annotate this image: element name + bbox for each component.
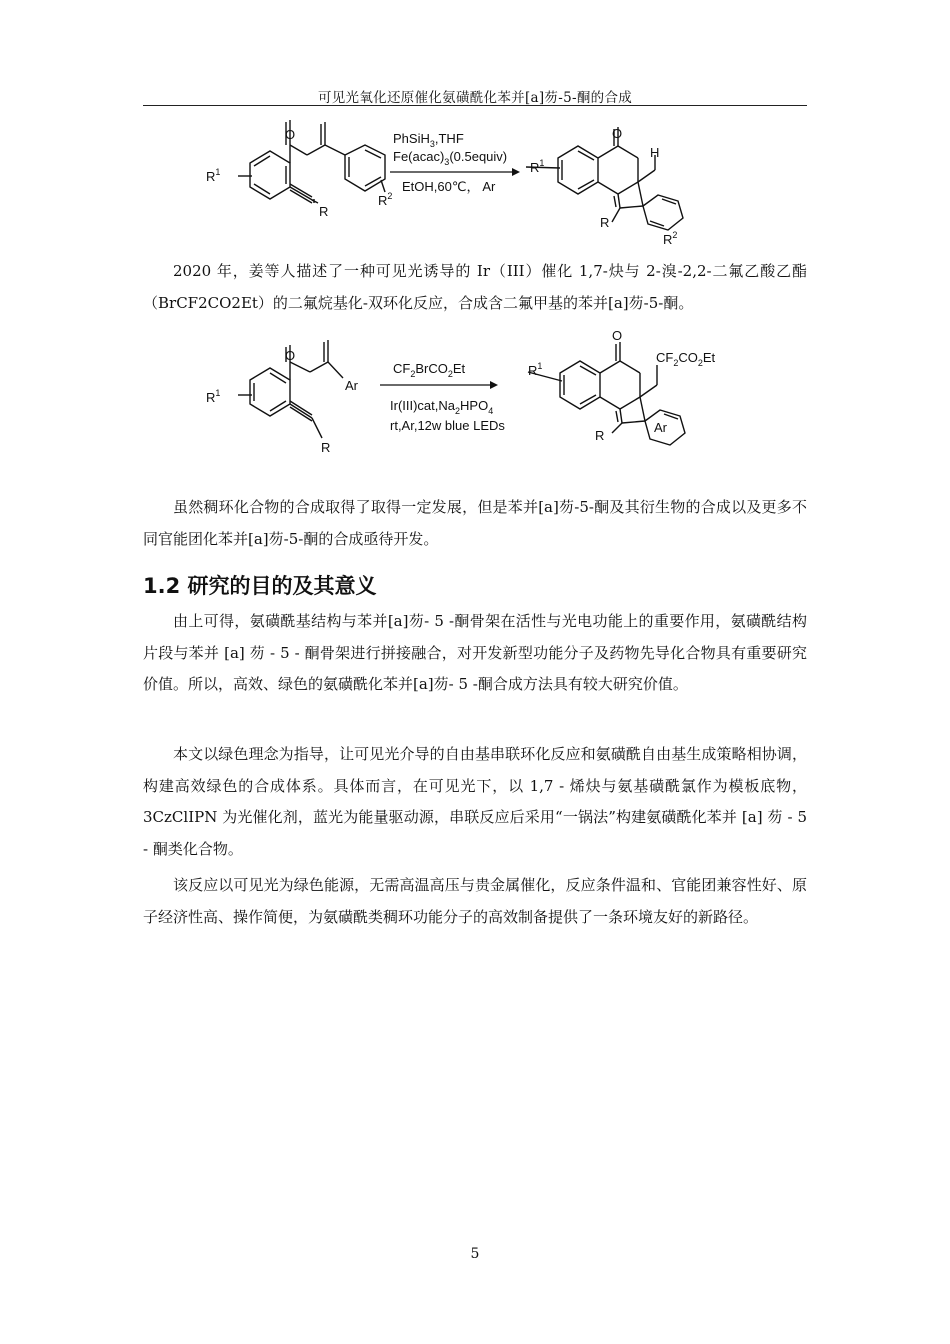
sm-carbonyl-o: O — [285, 127, 296, 142]
cond1-line3: EtOH,60℃， Ar — [402, 179, 496, 194]
sm-r-label: R — [319, 204, 329, 219]
header-rule — [143, 105, 807, 106]
reaction-scheme-1 — [0, 120, 950, 260]
cond2-catalyst: $Ir(III)cat,Na_2HPO_4$ — [390, 398, 494, 416]
sm-r1-label: $R^1$ — [206, 167, 221, 184]
paragraph-2: 虽然稠环化合物的合成取得了取得一定发展，但是苯并[a]芴-5-酮及其衍生物的合成以及更多不同官能团化苯并[a]芴-5-酮的合成亟待开发。 — [143, 498, 807, 548]
sm2-r1-label: $R^1$ — [206, 388, 221, 405]
section-heading: 1.2 研究的目的及其意义 — [143, 574, 377, 598]
prod2-substituent: $CF_2CO_2Et$ — [656, 350, 716, 368]
page-number: 5 — [470, 1246, 480, 1262]
prod1-r-label: R — [600, 215, 610, 230]
cond2-light: rt,Ar,12w blue LEDs — [390, 418, 505, 433]
prod1-r2-label: $R^2$ — [663, 230, 678, 247]
sm2-ar-label: Ar — [345, 378, 358, 393]
cond2-reagent: $CF_2BrCO_2Et$ — [393, 361, 466, 379]
running-header: 可见光氧化还原催化氨磺酰化苯并[a]芴-5-酮的合成 — [317, 90, 633, 106]
prod1-carbonyl-o: O — [612, 126, 623, 141]
prod1-h-label: H — [650, 145, 660, 160]
sm2-r-label: R — [321, 440, 331, 455]
paragraph-5: 该反应以可见光为绿色能源，无需高温高压与贵金属催化，反应条件温和、官能团兼容性好、原子经济性高、操作简便，为氨磺酰类稠环功能分子的高效制备提供了一条环境友好的新路径。 — [143, 876, 807, 926]
sm2-carbonyl-o: O — [285, 348, 296, 363]
prod1-r1-label: $R^1$ — [530, 158, 545, 175]
prod2-r-label: R — [595, 428, 605, 443]
paragraph-3: 由上可得，氨磺酰基结构与苯并[a]芴- 5 -酮骨架在活性与光电功能上的重要作用，氨磺酰结构片段与苯并 [a] 芴 - 5 - 酮骨架进行拼接融合，对开发新型功能分子及药物先导化合物具有重要研究价值。所以，高效、绿色的氨磺酰化苯并[a]芴- 5 -酮合成方法具有较大研究价值。 — [143, 612, 807, 693]
prod2-r1-label: $R^1$ — [528, 361, 543, 378]
cond1-line1: PhSiH$_3$,THF — [393, 131, 464, 149]
sm-r2-label: $R^2$ — [378, 191, 393, 208]
prod2-ar-label: Ar — [654, 420, 667, 435]
paragraph-1: 2020 年，姜等人描述了一种可见光诱导的 Ir（III）催化 1,7-炔与 2-溴-2,2-二氟乙酸乙酯（BrCF2CO2Et）的二氟烷基化-双环化反应，合成含二氟甲基的苯并[a]芴-5-酮。 — [143, 262, 807, 312]
prod2-carbonyl-o: O — [612, 328, 623, 343]
cond1-line2: $Fe(acac)_3(0.5equiv)$ — [393, 149, 508, 167]
paragraph-4: 本文以绿色理念为指导，让可见光介导的自由基串联环化反应和氨磺酰自由基生成策略相协调，构建高效绿色的合成体系。具体而言，在可见光下，以 1,7 - 烯炔与氨基磺酰氯作为模板底物，3CzClIPN 为光催化剂，蓝光为能量驱动源，串联反应后采用“一锅法”构建氨磺酰化苯并 [a] 芴 - 5 - 酮类化合物。 — [143, 745, 807, 858]
reaction-scheme-2 — [0, 320, 950, 470]
